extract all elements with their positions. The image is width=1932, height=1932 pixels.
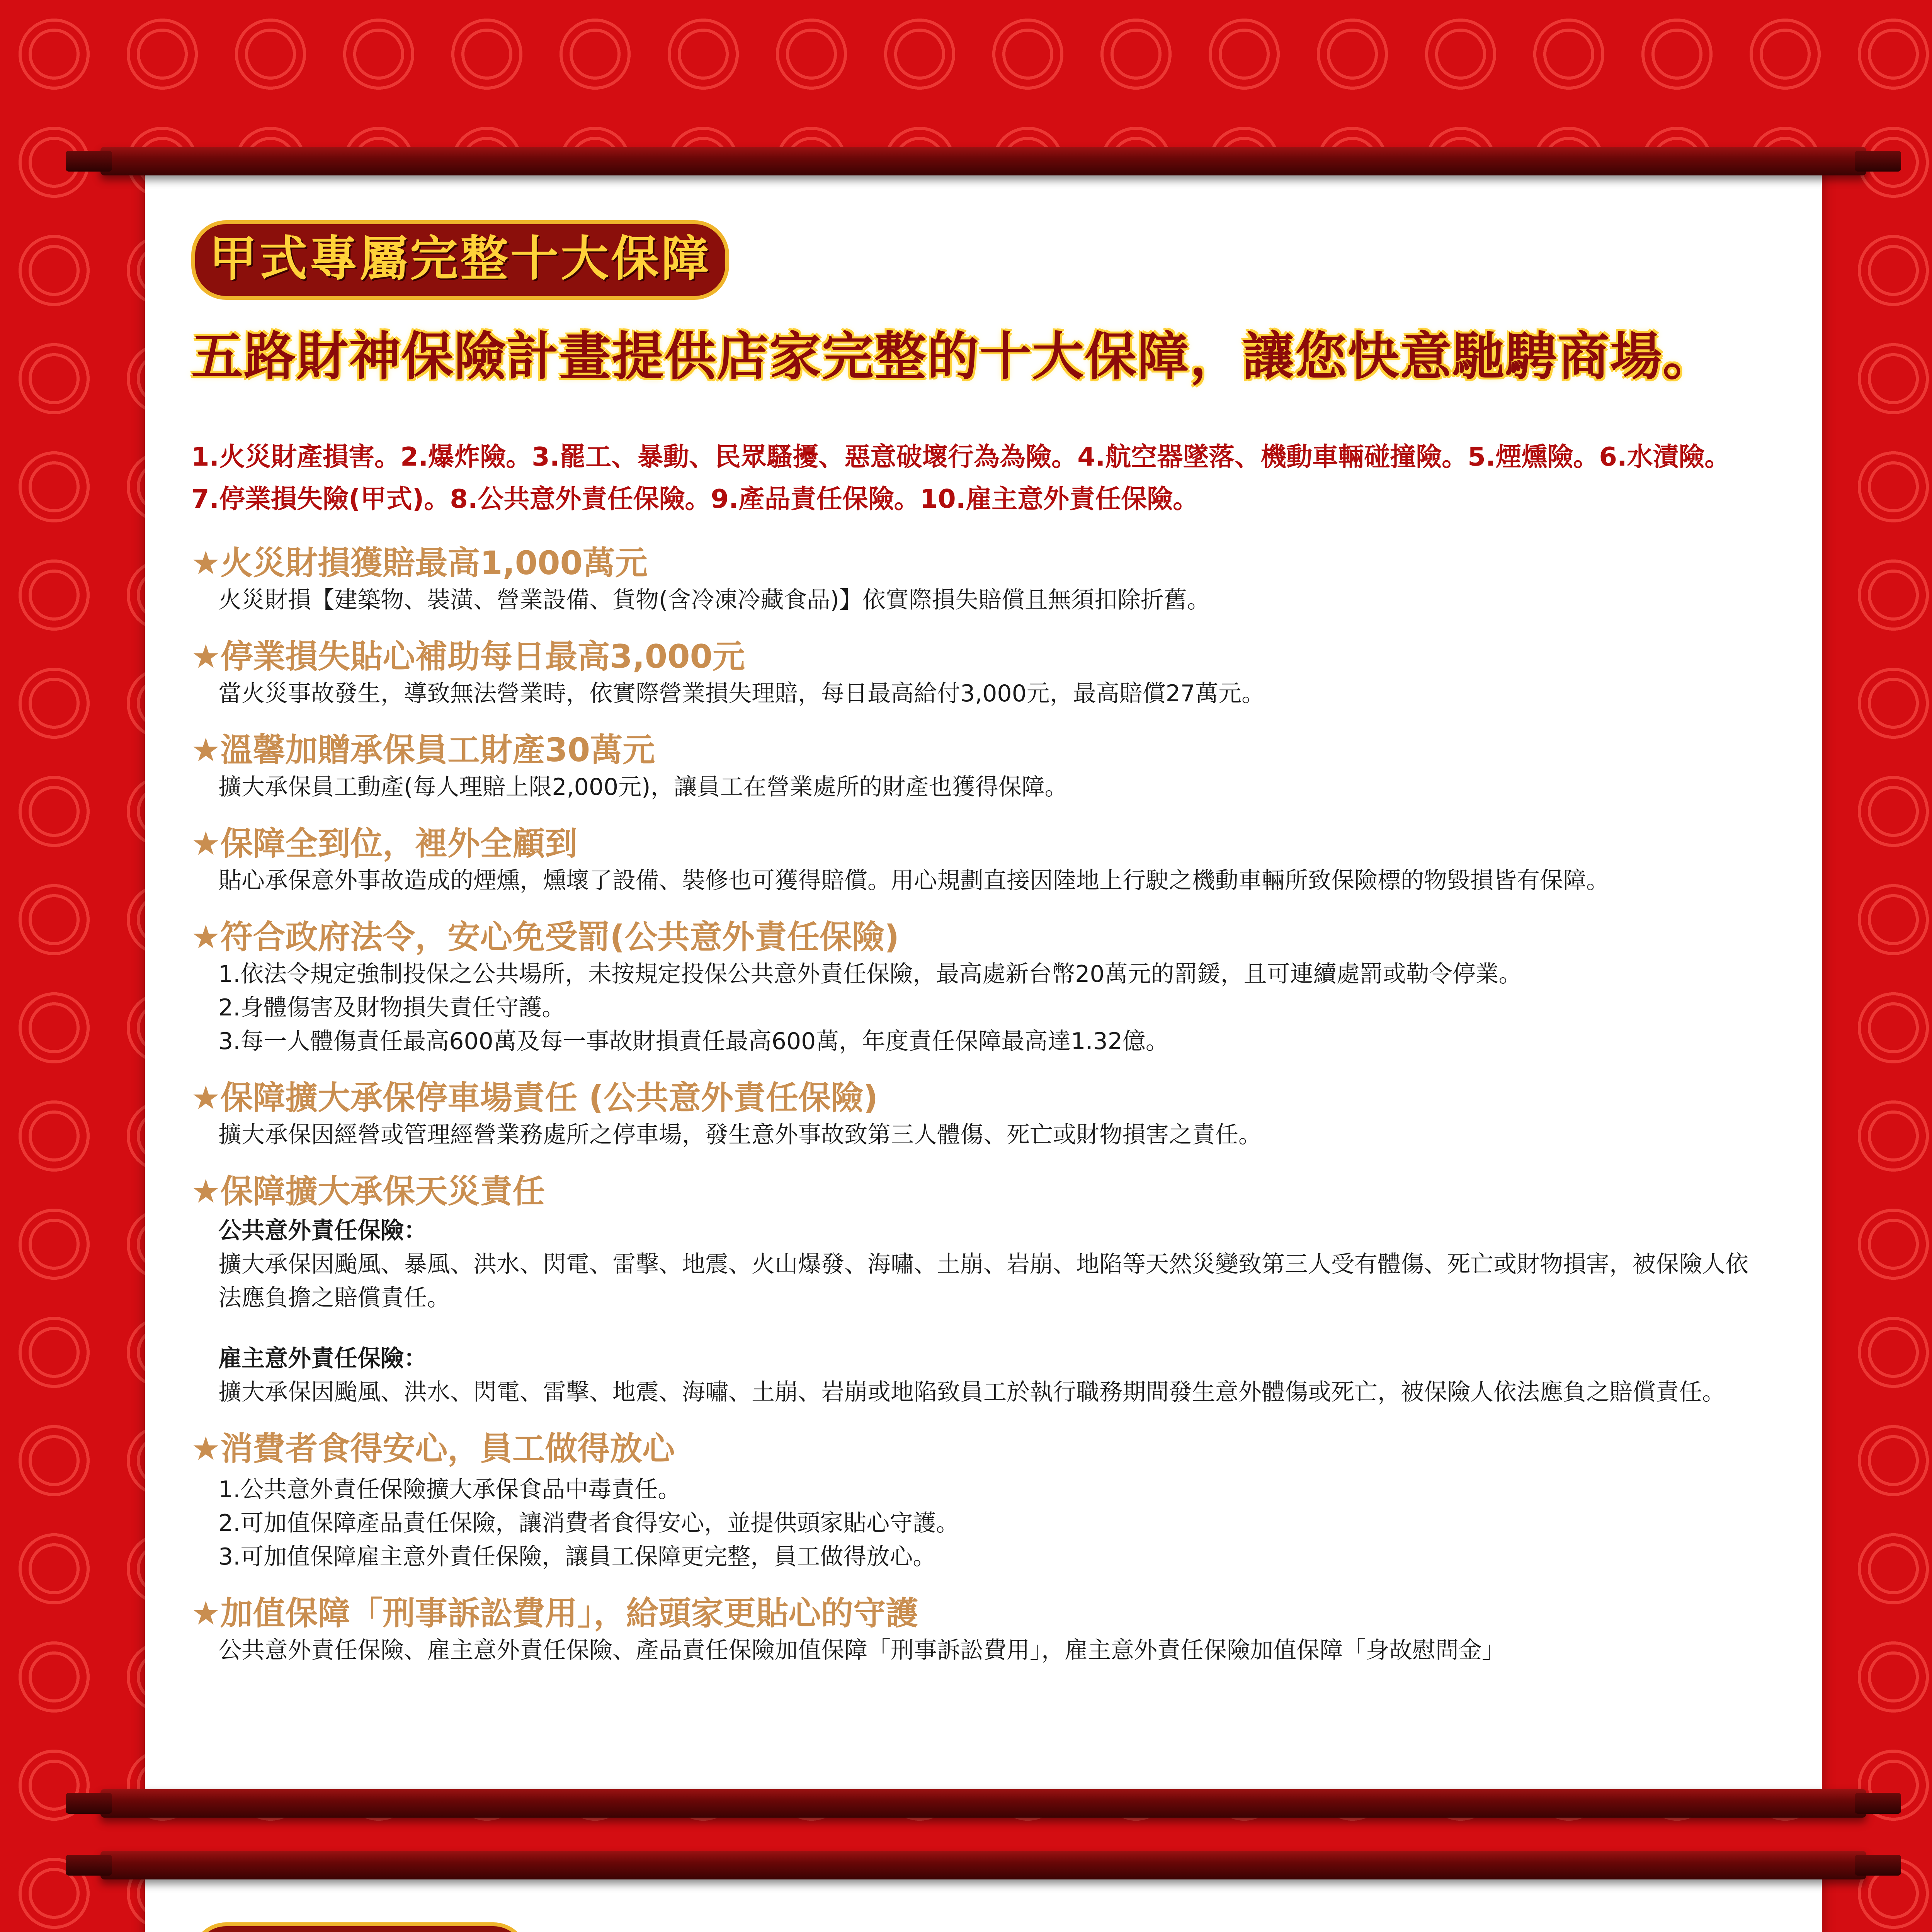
section-regulation xyxy=(191,917,1776,1058)
scroll-rod-top-1 xyxy=(100,147,1866,175)
section-text: 3.每一人體傷責任最高600萬及每一事故財損責任最高600萬，年度責任保障最高達1.32億。 xyxy=(218,1028,1169,1055)
section-text: 擴大承保因颱風、暴風、洪水、閃電、雷擊、地震、火山爆發、海嘯、土崩、岩崩、地陷等天然災變致第三人受有體傷、死亡或財物損害，被保險人依法應負擔之賠償責任。 xyxy=(218,1251,1748,1312)
public-liability-label: 公共意外責任保險： xyxy=(218,1217,427,1245)
section-full-coverage xyxy=(191,823,1776,898)
employer-liability-label: 雇主意外責任保險： xyxy=(218,1345,427,1372)
plan-headline: 五路財神保險計畫提供店家完整的十大保障，讓您快意馳騁商場。 xyxy=(191,327,1716,387)
coverage-list xyxy=(191,436,1776,520)
section-consumer xyxy=(191,1429,1776,1574)
section-text: 公共意外責任保險、雇主意外責任保險、產品責任保險加值保障「刑事訴訟費用」，雇主意外責任保險加值保障「身故慰問金」 xyxy=(218,1637,1505,1664)
section-text: 當火災事故發生，導致無法營業時，依實際營業損失理賠，每日最高給付3,000元，最高賠償27萬元。 xyxy=(218,680,1265,707)
notice-badge xyxy=(191,1922,528,1932)
section-title: ★火災財損獲賠最高1,000萬元 xyxy=(191,544,648,582)
section-title: ★消費者食得安心，員工做得放心 xyxy=(191,1430,675,1468)
section-text: 1.公共意外責任保險擴大承保食品中毒責任。 xyxy=(218,1476,681,1503)
notice-panel xyxy=(145,1874,1822,1932)
section-text: 火災財損【建築物、裝潢、營業設備、貨物(含冷凍冷藏食品)】依實際損失賠償且無須扣除折舊。 xyxy=(218,587,1210,614)
section-business-loss xyxy=(191,636,1776,711)
section-parking xyxy=(191,1078,1776,1152)
section-title: ★符合政府法令，安心免受罰(公共意外責任保險) xyxy=(191,918,900,956)
section-text: 1.依法令規定強制投保之公共場所，未按規定投保公共意外責任保險，最高處新台幣20萬元的罰鍰，且可連續處罰或勒令停業。 xyxy=(218,961,1522,988)
section-text: 2.可加值保障產品責任保險，讓消費者食得安心，並提供頭家貼心守護。 xyxy=(218,1510,959,1537)
section-title: ★保障全到位，裡外全顧到 xyxy=(191,825,578,863)
plan-badge: 甲式專屬完整十大保障 xyxy=(191,220,729,300)
section-employee-property xyxy=(191,730,1776,804)
section-text: 擴大承保員工動產(每人理賠上限2,000元)，讓員工在營業處所的財產也獲得保障。 xyxy=(218,774,1068,801)
coverage-line: 7.停業損失險(甲式)。8.公共意外責任保險。9.產品責任保險。10.雇主意外責任保險。 xyxy=(191,483,1199,514)
section-legal-fees xyxy=(191,1593,1776,1667)
section-text: 擴大承保因颱風、洪水、閃電、雷擊、地震、海嘯、土崩、岩崩或地陷致員工於執行職務期間發生意外體傷或死亡，被保險人依法應負之賠償責任。 xyxy=(218,1379,1725,1406)
section-text: 2.身體傷害及財物損失責任守護。 xyxy=(218,994,565,1022)
section-title: ★保障擴大承保停車場責任 (公共意外責任保險) xyxy=(191,1079,878,1117)
section-disaster xyxy=(191,1171,1776,1409)
section-fire xyxy=(191,543,1776,617)
section-title: ★溫馨加贈承保員工財產30萬元 xyxy=(191,731,655,769)
section-text: 3.可加值保障雇主意外責任保險，讓員工保障更完整，員工做得放心。 xyxy=(218,1543,936,1571)
section-title: ★停業損失貼心補助每日最高3,000元 xyxy=(191,638,745,676)
section-title: ★保障擴大承保天災責任 xyxy=(191,1172,545,1211)
coverage-panel xyxy=(145,170,1822,1793)
coverage-line: 1.火災財產損害。2.爆炸險。3.罷工、暴動、民眾騷擾、惡意破壞行為為險。4.航空器墜落、機動車輛碰撞險。5.煙燻險。6.水漬險。 xyxy=(191,442,1731,472)
section-text: 貼心承保意外事故造成的煙燻，燻壞了設備、裝修也可獲得賠償。用心規劃直接因陸地上行駛之機動車輛所致保險標的物毀損皆有保障。 xyxy=(218,867,1609,895)
section-title: ★加值保障「刑事訴訟費用」，給頭家更貼心的守護 xyxy=(191,1594,918,1633)
scroll-rod-bottom-1 xyxy=(100,1789,1866,1818)
section-text: 擴大承保因經營或管理經營業務處所之停車場，發生意外事故致第三人體傷、死亡或財物損害之責任。 xyxy=(218,1121,1262,1149)
scroll-rod-top-2 xyxy=(100,1851,1866,1879)
